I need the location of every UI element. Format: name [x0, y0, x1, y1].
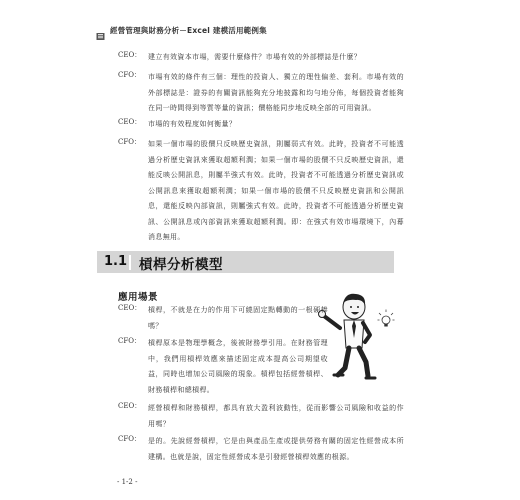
subsection-title: 應用場景 [118, 292, 159, 303]
section-divider [129, 255, 131, 270]
speaker-label: CEO： [118, 51, 142, 59]
running-header [96, 25, 267, 36]
dialogue-text: 槓桿原本是物理學概念，後被財務學引用。在財務管理中，我們用槓桿效應來描述固定成本提高公司期望收益，同時也增加公司風險的現象。槓桿包括經營槓桿、財務槓桿和總槓桿。 [148, 339, 328, 394]
section-title: 槓桿分析模型 [139, 257, 223, 273]
speaker-label: CFO： [118, 435, 141, 443]
speaker-label: CEO： [118, 402, 142, 410]
speaker-label: CFO： [118, 71, 141, 79]
dialogue-text: 市場的有效程度如何衡量？ [148, 120, 237, 128]
book-icon [96, 26, 105, 35]
dialogue-text: 經營槓桿和財務槓桿，都具有放大盈利波動性，從而影響公司風險和收益的作用嗎？ [148, 404, 404, 428]
dialogue-text: 市場有效的條件有三個：理性的投資人、獨立的理性偏差、套利。市場有效的外部標誌是：證券的有關資訊能夠充分地披露和均勻地分佈，每個投資者能夠在同一時間得到等質等量的資訊；價格能同步地反映全部的可用資訊。 [148, 73, 404, 112]
dialogue-text: 是的。先說經營槓桿，它是由與產品生產或提供勞務有關的固定性經營成本所建構。也就是說，固定性經營成本是引發經營槓桿效應的根源。 [148, 437, 404, 461]
header-title: 經營管理與財務分析－Excel 建模活用範例集 [110, 26, 267, 35]
dialogue-text: 如果一個市場的股價只反映歷史資訊，則屬弱式有效。此時，投資者不可能透過分析歷史資訊來獲取超額利潤；如果一個市場的股價不只反映歷史資訊，還能反映公開訊息，則屬半強式有效。此時，投資者不可能透過分析歷史資訊或公開訊息來獲取超額利潤；如果一個市場的股價不只反映歷史資訊和公開訊息，還能反映內部資訊，則屬強式有效。此時，投資者不可能透過分析歷史資訊、公開訊息或內部資訊來獲取超額利潤。即：在強式有效市場環境下，內幕消息無用。 [148, 140, 404, 241]
dialogue-text: 槓桿，不就是在力的作用下可繞固定點轉動的一根硬棒嗎？ [148, 306, 328, 330]
page-number: - 1-2 - [117, 478, 138, 486]
dialogue-text: 建立有效資本市場，需要什麼條件？市場有效的外部標誌是什麼？ [148, 53, 362, 61]
speaker-label: CFO： [118, 138, 141, 146]
speaker-label: CFO： [118, 337, 141, 345]
speaker-label: CEO： [118, 118, 142, 126]
section-number: 1.1 [104, 254, 128, 269]
speaker-label: CEO： [118, 304, 142, 312]
